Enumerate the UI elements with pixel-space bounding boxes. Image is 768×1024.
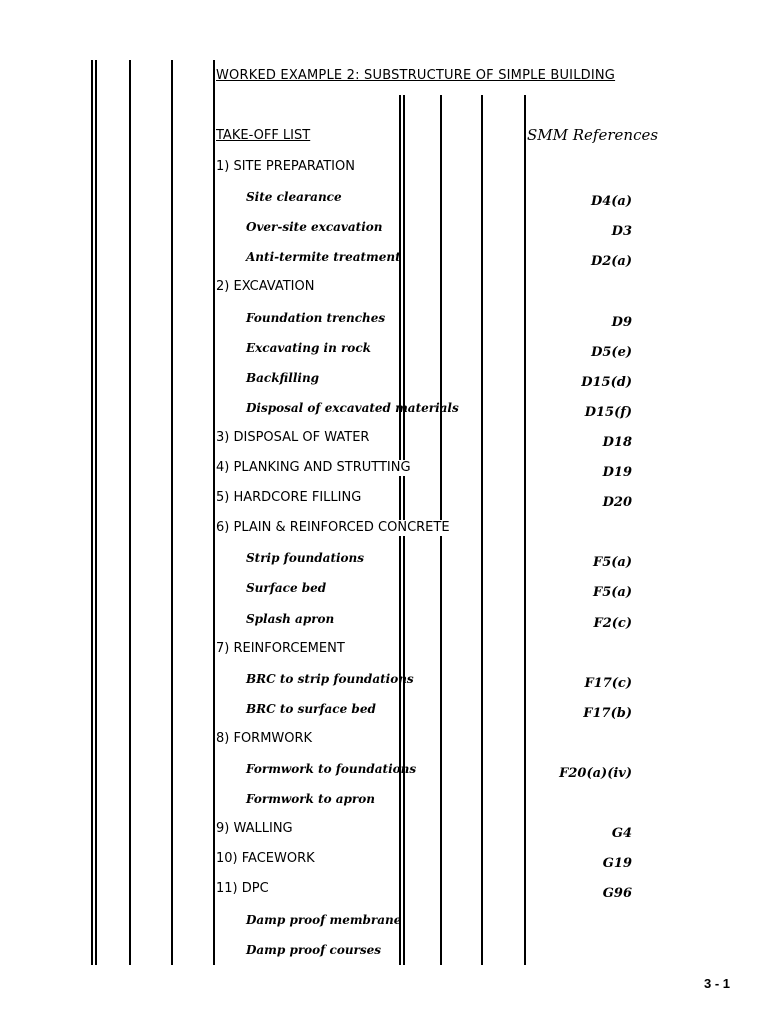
smm-reference: F5(a) — [593, 555, 632, 571]
smm-reference: D3 — [611, 224, 632, 240]
smm-reference: G96 — [602, 886, 632, 902]
smm-reference: D15(f) — [584, 404, 632, 420]
takeoff-list-heading: TAKE-OFF LIST — [216, 128, 311, 143]
rule-line — [481, 95, 483, 965]
list-item: Splash apron — [246, 611, 335, 626]
smm-references-heading: SMM References — [527, 126, 659, 144]
rule-line — [91, 60, 93, 965]
smm-reference: D15(d) — [581, 374, 632, 390]
page-number: 3 - 1 — [703, 976, 730, 991]
list-item: Formwork to foundations — [246, 762, 417, 776]
smm-reference: D19 — [602, 465, 632, 480]
smm-reference: D4(a) — [590, 194, 632, 210]
smm-reference: D18 — [602, 434, 632, 450]
section-heading: 5) HARDCORE FILLING — [216, 490, 362, 506]
smm-reference: G4 — [611, 826, 632, 842]
smm-reference: F17(b) — [583, 705, 632, 721]
list-item: BRC to surface bed — [246, 701, 376, 716]
section-heading: 4) PLANKING AND STRUTTING — [216, 460, 411, 475]
section-heading: 1) SITE PREPARATION — [216, 159, 355, 174]
rule-line — [129, 60, 131, 965]
list-item: Damp proof membrane — [246, 912, 402, 927]
list-item: Anti-termite treatment — [246, 250, 401, 265]
smm-reference: D5(e) — [591, 344, 632, 360]
list-item: Excavating in rock — [246, 340, 371, 355]
section-heading: 9) WALLING — [216, 821, 293, 837]
rule-line — [213, 60, 215, 965]
smm-reference: F17(c) — [584, 675, 632, 691]
list-item: Over-site excavation — [246, 220, 383, 235]
list-item: Site clearance — [246, 190, 342, 205]
smm-reference: G19 — [602, 856, 632, 872]
section-heading: 11) DPC — [216, 881, 269, 897]
list-item: Damp proof courses — [246, 942, 382, 957]
rule-line — [524, 95, 526, 965]
smm-reference: D9 — [611, 314, 632, 330]
list-item: BRC to strip foundations — [246, 671, 414, 686]
list-item: Backfilling — [246, 370, 320, 385]
smm-reference: D2(a) — [590, 254, 632, 270]
smm-reference: D20 — [602, 495, 632, 511]
section-heading: 7) REINFORCEMENT — [216, 640, 345, 656]
smm-reference: F5(a) — [593, 585, 632, 601]
rule-line — [171, 60, 173, 965]
section-heading: 2) EXCAVATION — [216, 279, 315, 295]
list-item: Strip foundations — [246, 551, 365, 566]
section-heading: 3) DISPOSAL OF WATER — [216, 429, 370, 445]
page-title: WORKED EXAMPLE 2: SUBSTRUCTURE OF SIMPLE BUILDING — [216, 68, 616, 83]
section-heading: 10) FACEWORK — [216, 851, 315, 867]
section-heading: 6) PLAIN & REINFORCED CONCRETE — [216, 520, 450, 536]
smm-reference: F20(a)(iv) — [559, 766, 632, 781]
list-item: Surface bed — [246, 581, 327, 596]
section-heading: 8) FORMWORK — [216, 730, 313, 746]
list-item: Disposal of excavated materials — [246, 400, 459, 415]
rule-line — [95, 60, 97, 965]
list-item: Foundation trenches — [246, 310, 386, 325]
smm-reference: F2(c) — [593, 615, 632, 631]
list-item: Formwork to apron — [246, 792, 375, 807]
